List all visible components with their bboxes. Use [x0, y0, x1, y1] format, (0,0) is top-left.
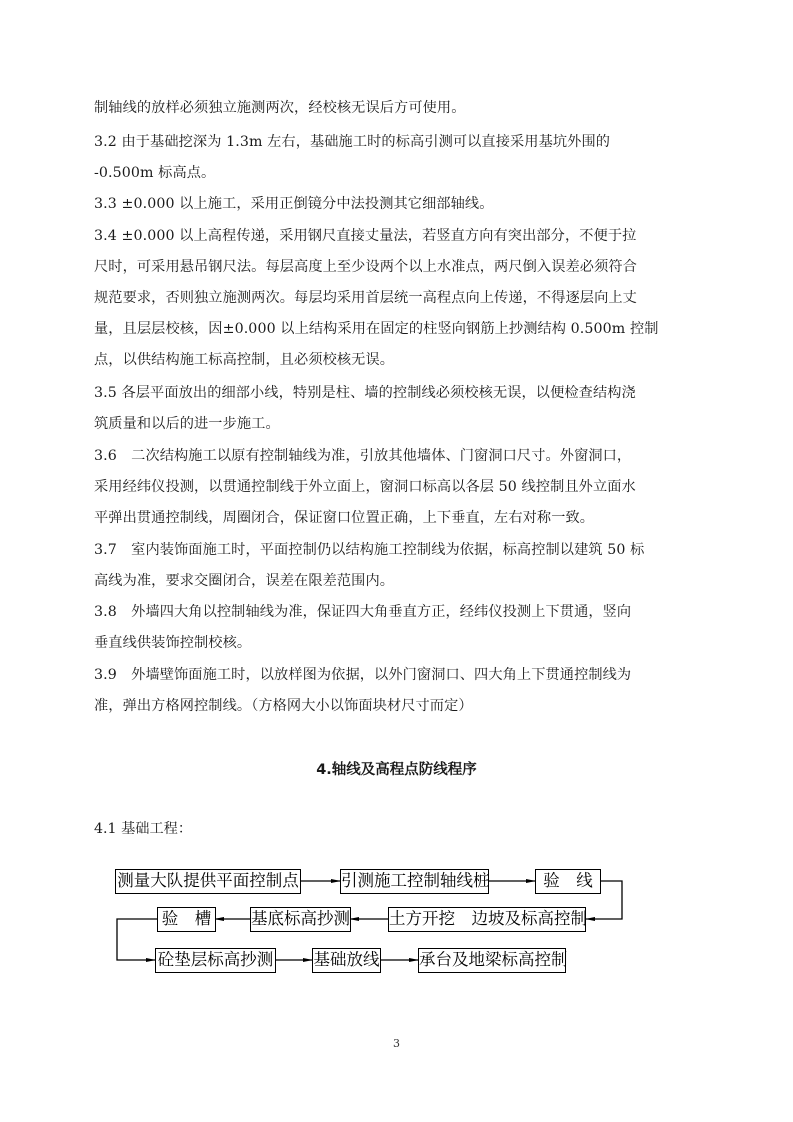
paragraph-3-5	[94, 378, 704, 440]
text-line: 平弹出贯通控制线，周圈闭合，保证窗口位置正确，上下垂直，左右对称一致。	[94, 510, 595, 526]
text-line: 3.8 外墙四大角以控制轴线为准，保证四大角垂直方正，经纬仪投测上下贯通，竖向	[94, 604, 632, 620]
flow-step-base-elevation: 基底标高抄测	[250, 907, 351, 932]
page-number: 3	[393, 1037, 400, 1050]
text-line: 3.9 外墙壁饰面施工时，以放样图为依据，以外门窗洞口、四大角上下贯通控制线为	[94, 667, 632, 683]
paragraph-3-4	[94, 221, 704, 376]
paragraph-3-7	[94, 535, 704, 597]
paragraph-3-2	[94, 127, 704, 189]
paragraph-3-1-continued	[94, 93, 704, 124]
text-line: 采用经纬仪投测，以贯通控制线于外立面上，窗洞口标高以各层 50 线控制且外立面水	[94, 479, 636, 495]
flow-step-cap-beam-elevation: 承台及地梁标高控制	[418, 948, 566, 973]
flow-step-control-points: 测量大队提供平面控制点	[115, 869, 301, 894]
text-line: 3.5 各层平面放出的细部小线，特别是柱、墙的控制线必须校核无误，以便检查结构浇	[94, 385, 636, 401]
paragraph-3-8	[94, 597, 704, 659]
section-heading: 4.轴线及高程点防线程序	[316, 762, 477, 778]
paragraph-3-6	[94, 441, 704, 534]
text-line: 准，弹出方格网控制线。（方格网大小以饰面块材尺寸而定）	[94, 698, 473, 714]
text-line: 制轴线的放样必须独立施测两次，经校核无误后方可使用。	[94, 100, 466, 116]
text-line: 3.4 ±0.000 以上高程传递，采用钢尺直接丈量法，若竖直方向有突出部分，不便于拉	[94, 228, 637, 244]
text-line: 3.3 ±0.000 以上施工，采用正倒镜分中法投测其它细部轴线。	[94, 196, 494, 212]
subsection-title: 4.1 基础工程：	[94, 821, 193, 837]
text-line: -0.500m 标高点。	[94, 165, 216, 181]
text-line: 尺时，可采用悬吊钢尺法。每层高度上至少设两个以上水准点，两尺倒入误差必须符合	[94, 259, 637, 275]
flow-step-verify-lines: 验 线	[535, 869, 601, 894]
text-line: 3.2 由于基础挖深为 1.3m 左右，基础施工时的标高引测可以直接采用基坑外围的	[94, 134, 611, 150]
text-line: 3.6 二次结构施工以原有控制轴线为准，引放其他墙体、门窗洞口尺寸。外窗洞口，	[94, 448, 632, 464]
text-line: 高线为准，要求交圈闭合，误差在限差范围内。	[94, 573, 395, 589]
flow-step-axis-piles: 引测施工控制轴线桩	[340, 869, 489, 894]
text-line: 筑质量和以后的进一步施工。	[94, 416, 280, 432]
flow-step-inspect-trench: 验 槽	[157, 907, 216, 932]
text-line: 垂直线供装饰控制校核。	[94, 635, 252, 651]
paragraph-3-9	[94, 660, 704, 722]
text-line: 规范要求，否则独立施测两次。每层均采用首层统一高程点向上传递，不得逐层向上丈	[94, 290, 637, 306]
paragraph-3-3	[94, 189, 704, 220]
flow-step-excavation: 土方开挖 边坡及标高控制	[388, 907, 586, 932]
flow-step-foundation-layout: 基础放线	[312, 948, 381, 973]
flow-step-cushion-elevation: 砼垫层标高抄测	[155, 948, 276, 973]
text-line: 点，以供结构施工标高控制，且必须校核无误。	[94, 352, 395, 368]
text-line: 3.7 室内装饰面施工时，平面控制仍以结构施工控制线为依据，标高控制以建筑 50 标	[94, 542, 645, 558]
text-line: 量，且层层校核，因±0.000 以上结构采用在固定的柱竖向钢筋上抄测结构 0.500m 控制	[94, 321, 659, 337]
